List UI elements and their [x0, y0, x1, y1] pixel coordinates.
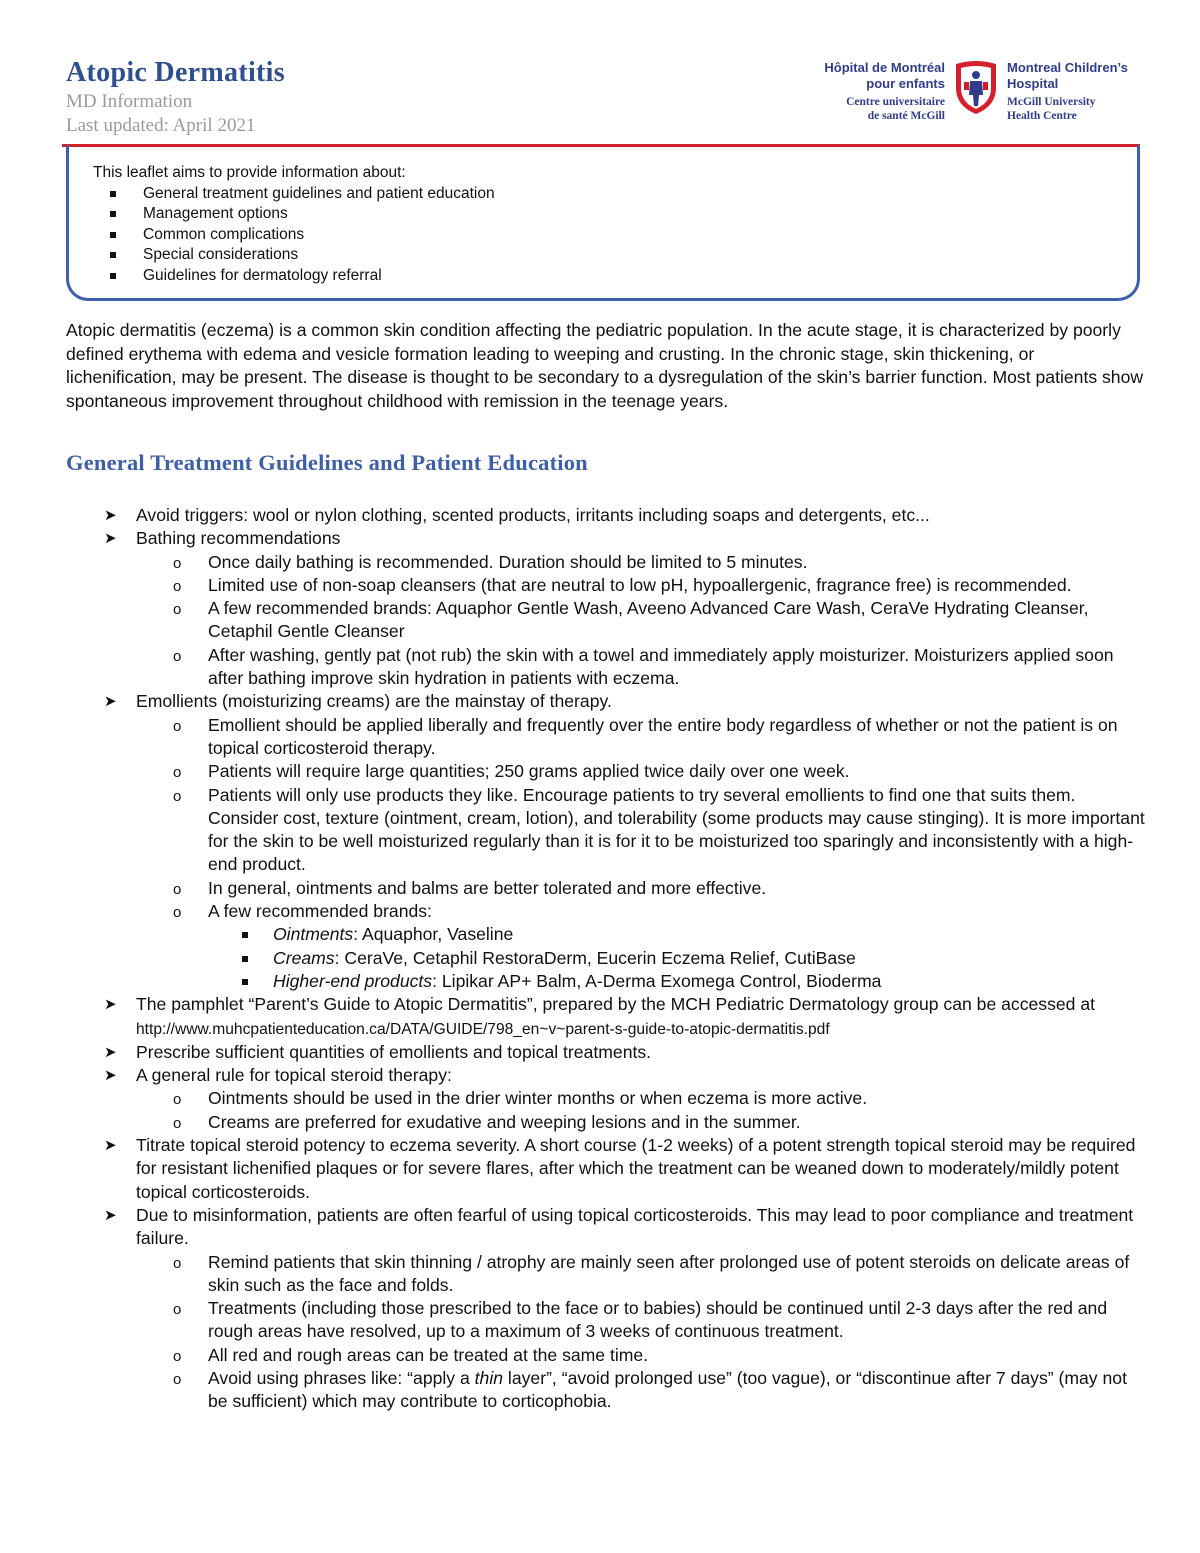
brand-label: Ointments	[273, 924, 354, 945]
circle-bullet-icon: o	[173, 1114, 182, 1132]
last-updated: Last updated: April 2021	[66, 115, 256, 136]
summary-box	[66, 145, 1140, 301]
circle-bullet-icon: o	[173, 1254, 182, 1272]
sub-item: o Treatments (including those prescribed to the face or to babies) should be continued until 2-3 days after the red and rough areas have resolved, up to a maximum of 3 weeks of continuous treatment.	[173, 1298, 1108, 1342]
logo-fr-line4: de santé McGill	[867, 110, 945, 122]
circle-bullet-icon: o	[173, 577, 182, 595]
brand-item: Higher-end products: Lipikar AP+ Balm, A-Derma Exomega Control, Bioderma	[66, 970, 1146, 993]
sub-item: o All red and rough areas can be treated at the same time.	[66, 1344, 1146, 1367]
circle-bullet-icon: o	[173, 647, 182, 665]
arrow-bullet-icon: ➤	[104, 507, 117, 524]
arrow-bullet-icon: ➤	[104, 996, 117, 1014]
list-item-prescribe: ➤ Prescribe sufficient quantities of emollients and topical treatments.	[66, 1041, 1146, 1064]
intro-paragraph: Atopic dermatitis (eczema) is a common skin condition affecting the pediatric population. In the acute stage, it is characterized by poorly defined erythema with edema and vesicle formation leading to weeping and crusting. In the chronic stage, skin thickening, or lichenification, may be present. The disease is thought to be secondary to a dysregulation of the skin’s barrier function. Most patients show spontaneous improvement throughout childhood with remission in the teenage years.	[66, 320, 1144, 411]
sub-item: o Ointments should be used in the drier winter months or when eczema is more active.	[66, 1087, 1146, 1110]
circle-bullet-icon: o	[173, 787, 182, 805]
arrow-bullet-icon: ➤	[104, 1206, 117, 1224]
logo-en-line4: Health Centre	[1007, 110, 1077, 122]
list-item-emollients: ➤ Emollients (moisturizing creams) are the mainstay of therapy.	[66, 690, 1146, 713]
page-subtitle: MD Information	[66, 91, 193, 112]
square-bullet-icon	[242, 932, 248, 938]
summary-item: Guidelines for dermatology referral	[143, 266, 495, 287]
circle-bullet-icon: o	[173, 764, 182, 782]
summary-item: Special considerations	[143, 245, 495, 266]
circle-bullet-icon: o	[173, 904, 182, 922]
section-content	[66, 504, 1146, 1414]
section-heading: General Treatment Guidelines and Patient Education	[66, 450, 588, 475]
list-item-avoid-triggers: ➤ Avoid triggers: wool or nylon clothing, scented products, irritants including soaps and detergents, etc...	[66, 504, 1146, 527]
circle-bullet-icon: o	[173, 601, 182, 619]
sub-item: o Patients will only use products they like. Encourage patients to try several emollients to find one that suits them. Consider cost, texture (ointment, cream, lotion), and tolerability (some products may cause stinging). It is more important for the skin to be well moisturized regularly than it is for it to be moisturized too sparingly and inconsistently with a high-end product.	[173, 784, 1145, 875]
list-item-titrate: ➤ Titrate topical steroid potency to eczema severity. A short course (1-2 weeks) of a potent strength topical steroid may be required for resistant lichenified plaques or for severe flares, after which the treatment can be weaned down to moderately/mildly potent topical corticosteroids.	[104, 1135, 1136, 1202]
square-bullet-icon	[242, 956, 248, 962]
brand-item: Ointments: Aquaphor, Vaseline	[66, 923, 1146, 946]
sub-item: o Patients will require large quantities; 250 grams applied twice daily over one week.	[66, 760, 1146, 783]
summary-list	[143, 184, 495, 287]
logo-fr-line1: Hôpital de Montréal	[824, 60, 945, 75]
sub-item: o Emollient should be applied liberally and frequently over the entire body regardless of whether or not the patient is on topical corticosteroid therapy.	[173, 714, 1118, 758]
brand-label: Creams	[273, 947, 335, 968]
sub-item: o Creams are preferred for exudative and weeping lesions and in the summer.	[66, 1111, 1146, 1134]
logo-fr-line3: Centre universitaire	[846, 96, 945, 108]
arrow-bullet-icon: ➤	[104, 530, 117, 548]
square-bullet-icon	[242, 979, 248, 985]
pamphlet-link[interactable]: http://www.muhcpatienteducation.ca/DATA/GUIDE/798_en~v~parent-s-guide-to-atopic-dermatitis.pdf	[136, 1020, 830, 1038]
sub-item: o Remind patients that skin thinning / atrophy are mainly seen after prolonged use of potent steroids on delicate areas of skin such as the face and folds.	[173, 1251, 1130, 1295]
circle-bullet-icon: o	[173, 880, 182, 898]
summary-item: Management options	[143, 204, 495, 225]
sub-item: o After washing, gently pat (not rub) the skin with a towel and immediately apply moisturizer. Moisturizers applied soon after bathing improve skin hydration in patients with eczema.	[173, 644, 1114, 689]
sub-item: o Avoid using phrases like: “apply a thin layer”, “avoid prolonged use” (too vague), or “discontinue after 7 days” (may not be sufficient) which may contribute to corticophobia.	[173, 1367, 1127, 1412]
list-item-steroid-rule: ➤ A general rule for topical steroid therapy:	[66, 1064, 1146, 1087]
sub-item: o In general, ointments and balms are better tolerated and more effective.	[66, 877, 1146, 900]
brand-item: Creams: CeraVe, Cetaphil RestoraDerm, Eucerin Eczema Relief, CutiBase	[66, 947, 1146, 970]
hospital-emblem-icon	[952, 60, 1000, 116]
logo-fr-line2: pour enfants	[866, 76, 945, 91]
circle-bullet-icon: o	[173, 1301, 182, 1319]
summary-content	[93, 163, 495, 286]
page-title: Atopic Dermatitis	[66, 57, 285, 88]
list-item-pamphlet: ➤ The pamphlet “Parent’s Guide to Atopic Dermatitis”, prepared by the MCH Pediatric Dermatology group can be accessed at http://www.muhcpatienteducation.ca/DATA/GUIDE/798_en~v~parent-s-guide-to-atopic-dermatitis.pdf	[104, 994, 1096, 1038]
circle-bullet-icon: o	[173, 1370, 182, 1388]
circle-bullet-icon: o	[173, 717, 182, 735]
sub-item: o Once daily bathing is recommended. Duration should be limited to 5 minutes.	[66, 551, 1146, 574]
brand-label: Higher-end products	[273, 970, 433, 991]
arrow-bullet-icon: ➤	[104, 1043, 117, 1061]
logo-french-text	[800, 60, 945, 123]
sub-item: o A few recommended brands: Aquaphor Gentle Wash, Aveeno Advanced Care Wash, CeraVe Hydrating Cleanser, Cetaphil Gentle Cleanser	[173, 598, 1089, 642]
summary-item: General treatment guidelines and patient education	[143, 184, 495, 205]
summary-intro: This leaflet aims to provide information about:	[93, 164, 406, 181]
sub-item: o Limited use of non-soap cleansers (that are neutral to low pH, hypoallergenic, fragrance free) is recommended.	[66, 574, 1146, 597]
list-item-bathing: ➤ Bathing recommendations	[66, 527, 1146, 550]
logo-en-line1: Montreal Children’s	[1007, 60, 1128, 75]
circle-bullet-icon: o	[173, 554, 182, 572]
logo-en-line3: McGill University	[1007, 96, 1096, 108]
sub-item: o A few recommended brands:	[66, 900, 1146, 923]
arrow-bullet-icon: ➤	[104, 693, 117, 711]
arrow-bullet-icon: ➤	[104, 1137, 117, 1155]
hospital-logo	[800, 60, 1145, 134]
circle-bullet-icon: o	[173, 1347, 182, 1365]
circle-bullet-icon: o	[173, 1091, 182, 1109]
title-block	[66, 56, 285, 138]
logo-english-text	[1007, 60, 1147, 123]
summary-item: Common complications	[143, 225, 495, 246]
logo-en-line2: Hospital	[1007, 76, 1059, 91]
list-item-misinformation: ➤ Due to misinformation, patients are often fearful of using topical corticosteroids. This may lead to poor compliance and treatment failure.	[104, 1204, 1134, 1249]
arrow-bullet-icon: ➤	[104, 1067, 117, 1085]
